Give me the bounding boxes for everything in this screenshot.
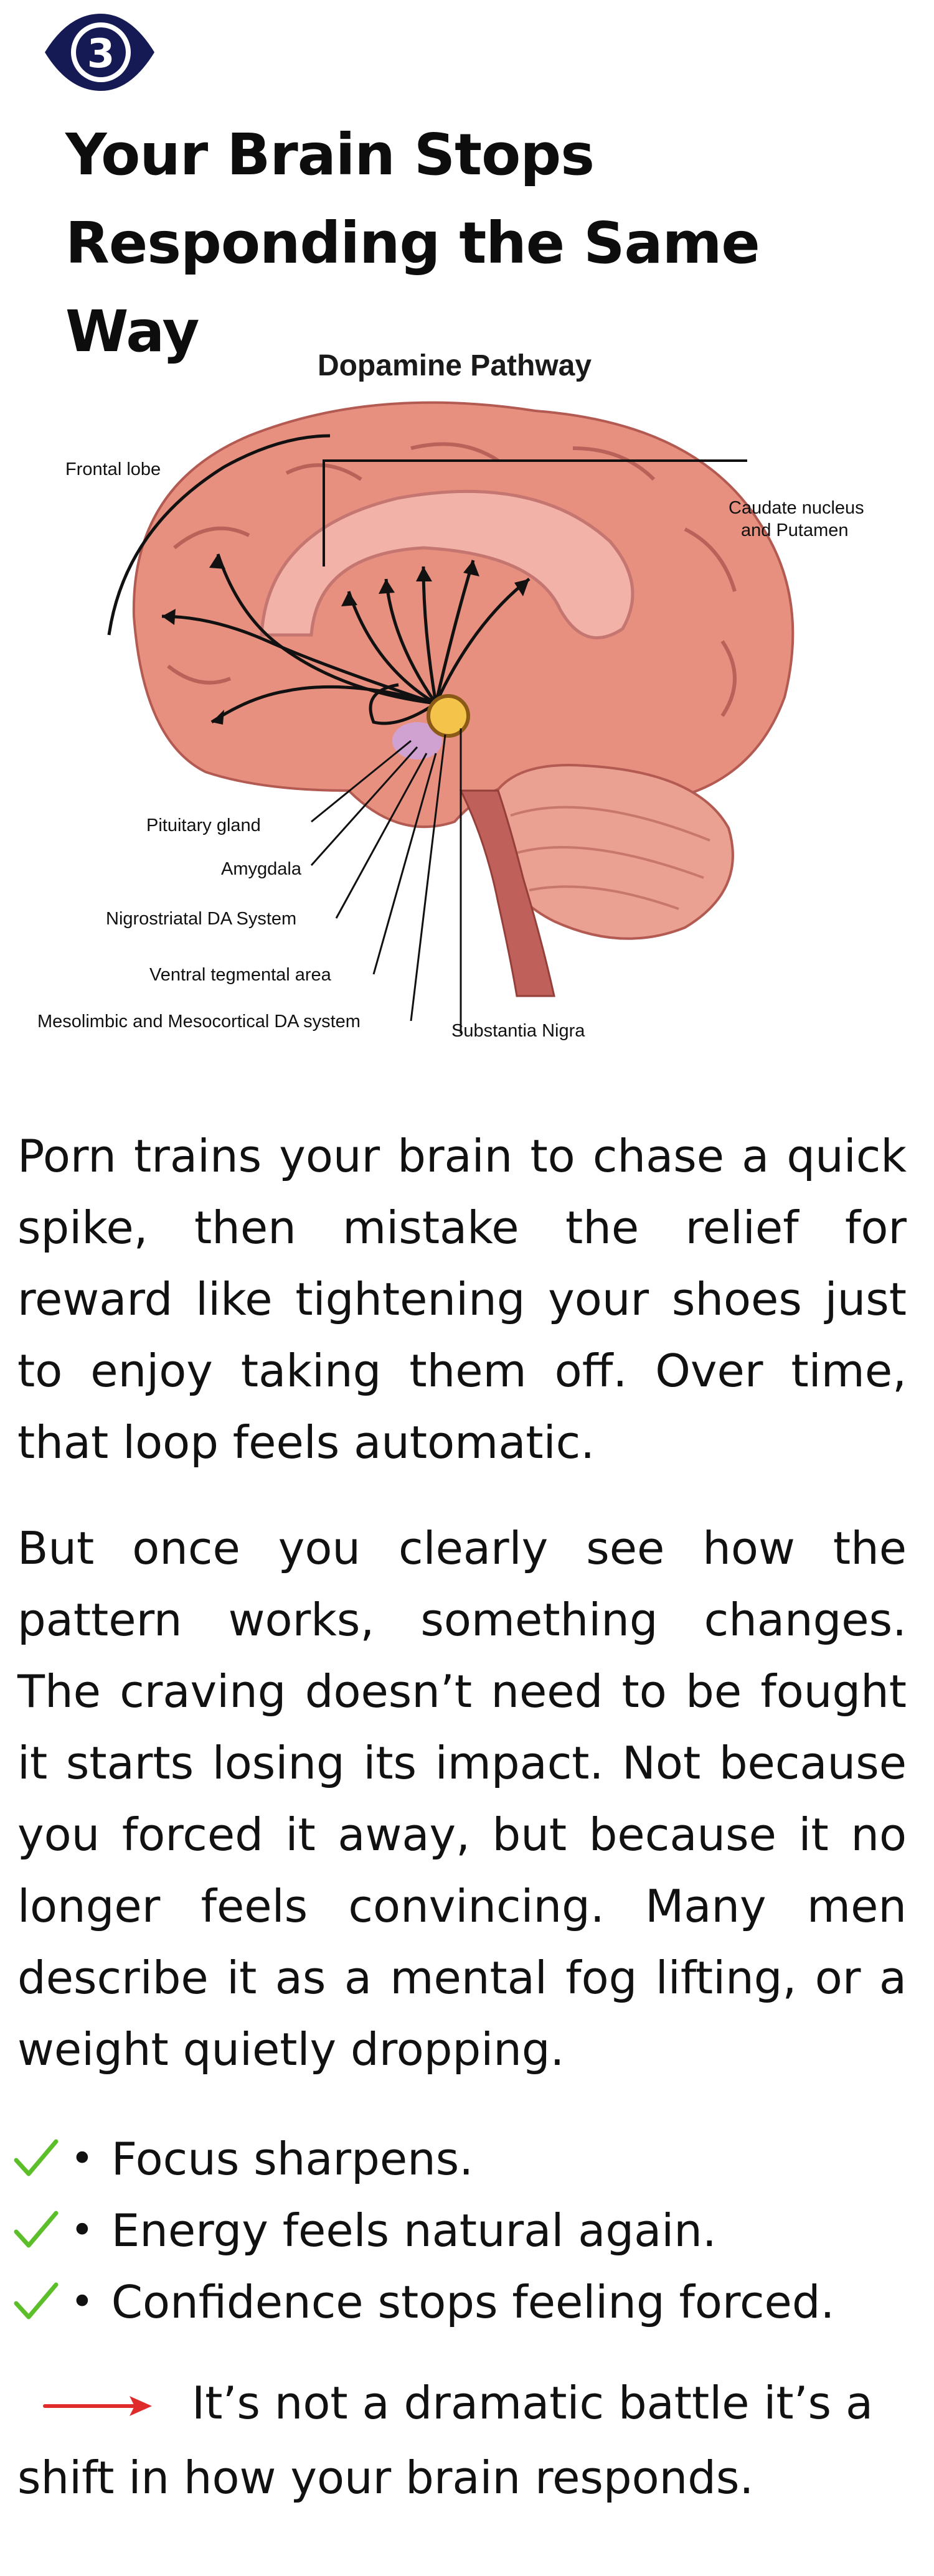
- brain-cerebrum: [134, 403, 793, 827]
- label-vta: Ventral tegmental area: [149, 965, 331, 985]
- label-amygdala: Amygdala: [221, 859, 301, 879]
- checklist-text: Confidence stops feeling forced.: [111, 2275, 835, 2328]
- checklist-text: Energy feels natural again.: [111, 2204, 717, 2257]
- label-mesolimbic: Mesolimbic and Mesocortical DA system: [37, 1012, 361, 1032]
- step-number: 3: [87, 31, 115, 77]
- page-title: [65, 111, 912, 376]
- benefits-checklist: [12, 2123, 909, 2338]
- figure-title: Dopamine Pathway: [317, 349, 592, 382]
- bullet-dot: •: [70, 2135, 94, 2182]
- closing-statement: [17, 2366, 907, 2515]
- title-line-2: Responding the Same Way: [65, 210, 760, 365]
- checkmark-icon: [12, 2134, 59, 2184]
- label-caudate-1: Caudate nucleus: [729, 498, 864, 518]
- checklist-text: Focus sharpens.: [111, 2132, 474, 2185]
- checklist-item: [12, 2123, 909, 2194]
- step-badge: [44, 9, 156, 96]
- right-arrow-icon: [42, 2394, 154, 2419]
- dopamine-nucleus: [428, 696, 468, 736]
- paragraph-change: But once you clearly see how the pattern works, something changes. The craving doesn’t need to be fought it starts losing its impact. Not because you forced it away, but because it no longer feels convincing. Many men describe it as a mental fog lifting, or a weight quietly dropping.: [17, 1522, 907, 2075]
- label-nigrostriatal: Nigrostriatal DA System: [106, 909, 297, 929]
- label-caudate-2: and Putamen: [741, 520, 849, 540]
- bullet-dot: •: [70, 2207, 94, 2254]
- brain-illustration: [25, 342, 909, 1058]
- bullet-dot: •: [70, 2278, 94, 2325]
- dopamine-pathway-figure: [25, 342, 909, 1058]
- paragraph-intro: Porn trains your brain to chase a quick spike, then mistake the relief for reward like tightening your shoes just to enjoy taking them off. Over time, that loop feels automatic.: [17, 1130, 907, 1469]
- label-frontal-lobe: Frontal lobe: [65, 459, 161, 479]
- label-pituitary: Pituitary gland: [146, 816, 261, 835]
- eye-badge-icon: [44, 9, 156, 96]
- label-substantia-nigra: Substantia Nigra: [451, 1021, 585, 1041]
- checklist-item: [12, 2266, 909, 2338]
- checkmark-icon: [12, 2277, 59, 2327]
- closing-line-2: shift in how your brain responds.: [17, 2451, 754, 2504]
- checkmark-icon: [12, 2206, 59, 2255]
- checklist-item: [12, 2194, 909, 2266]
- closing-line-1: It’s not a dramatic battle it’s a: [192, 2377, 874, 2429]
- title-line-1: Your Brain Stops: [65, 121, 594, 188]
